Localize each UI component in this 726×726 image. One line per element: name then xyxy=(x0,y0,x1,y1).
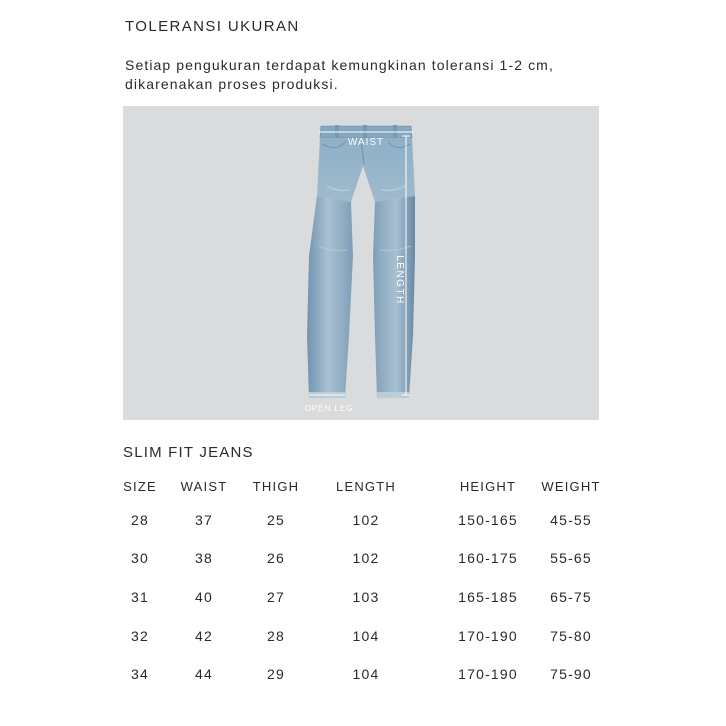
table-cell-length: 104 xyxy=(352,628,380,644)
column-header-length: LENGTH xyxy=(336,479,396,494)
table-cell-thigh: 25 xyxy=(267,512,285,528)
table-cell-thigh: 26 xyxy=(267,550,285,566)
column-header-weight: WEIGHT xyxy=(541,479,601,494)
jeans-right-leg xyxy=(373,196,415,398)
table-cell-waist: 37 xyxy=(195,512,213,528)
size-table-title: SLIM FIT JEANS xyxy=(123,444,254,461)
column-header-size: SIZE xyxy=(123,479,157,494)
table-cell-waist: 42 xyxy=(195,628,213,644)
open-leg-label: OPEN LEG xyxy=(304,404,354,413)
table-cell-height: 170-190 xyxy=(458,628,518,644)
jeans-measurement-image xyxy=(123,106,599,420)
table-cell-length: 104 xyxy=(352,666,380,682)
table-cell-thigh: 29 xyxy=(267,666,285,682)
table-cell-weight: 75-80 xyxy=(550,628,592,644)
jeans-left-leg xyxy=(307,196,353,398)
table-cell-weight: 65-75 xyxy=(550,589,592,605)
table-cell-height: 160-175 xyxy=(458,550,518,566)
table-cell-size: 32 xyxy=(131,628,149,644)
table-cell-length: 102 xyxy=(352,550,380,566)
table-cell-height: 170-190 xyxy=(458,666,518,682)
tolerance-note-line-1: Setiap pengukuran terdapat kemungkinan toleransi 1-2 cm, xyxy=(125,57,554,73)
table-cell-size: 31 xyxy=(131,589,149,605)
column-header-waist: WAIST xyxy=(180,479,228,494)
column-header-height: HEIGHT xyxy=(459,479,517,494)
column-header-thigh: THIGH xyxy=(252,479,300,494)
table-cell-waist: 40 xyxy=(195,589,213,605)
table-cell-height: 165-185 xyxy=(458,589,518,605)
table-cell-size: 28 xyxy=(131,512,149,528)
tolerance-note xyxy=(125,56,554,94)
table-cell-weight: 45-55 xyxy=(550,512,592,528)
table-cell-thigh: 27 xyxy=(267,589,285,605)
table-cell-waist: 38 xyxy=(195,550,213,566)
table-cell-size: 34 xyxy=(131,666,149,682)
tolerance-note-line-2: dikarenakan proses produksi. xyxy=(125,76,339,92)
waist-label: WAIST xyxy=(347,137,385,148)
table-cell-size: 30 xyxy=(131,550,149,566)
table-cell-thigh: 28 xyxy=(267,628,285,644)
length-label: LENGTH xyxy=(394,255,405,305)
table-cell-waist: 44 xyxy=(195,666,213,682)
page-title: TOLERANSI UKURAN xyxy=(125,18,300,35)
table-cell-length: 103 xyxy=(352,589,380,605)
jeans-illustration xyxy=(123,106,599,420)
table-cell-weight: 75-90 xyxy=(550,666,592,682)
table-cell-weight: 55-65 xyxy=(550,550,592,566)
table-cell-length: 102 xyxy=(352,512,380,528)
table-cell-height: 150-165 xyxy=(458,512,518,528)
